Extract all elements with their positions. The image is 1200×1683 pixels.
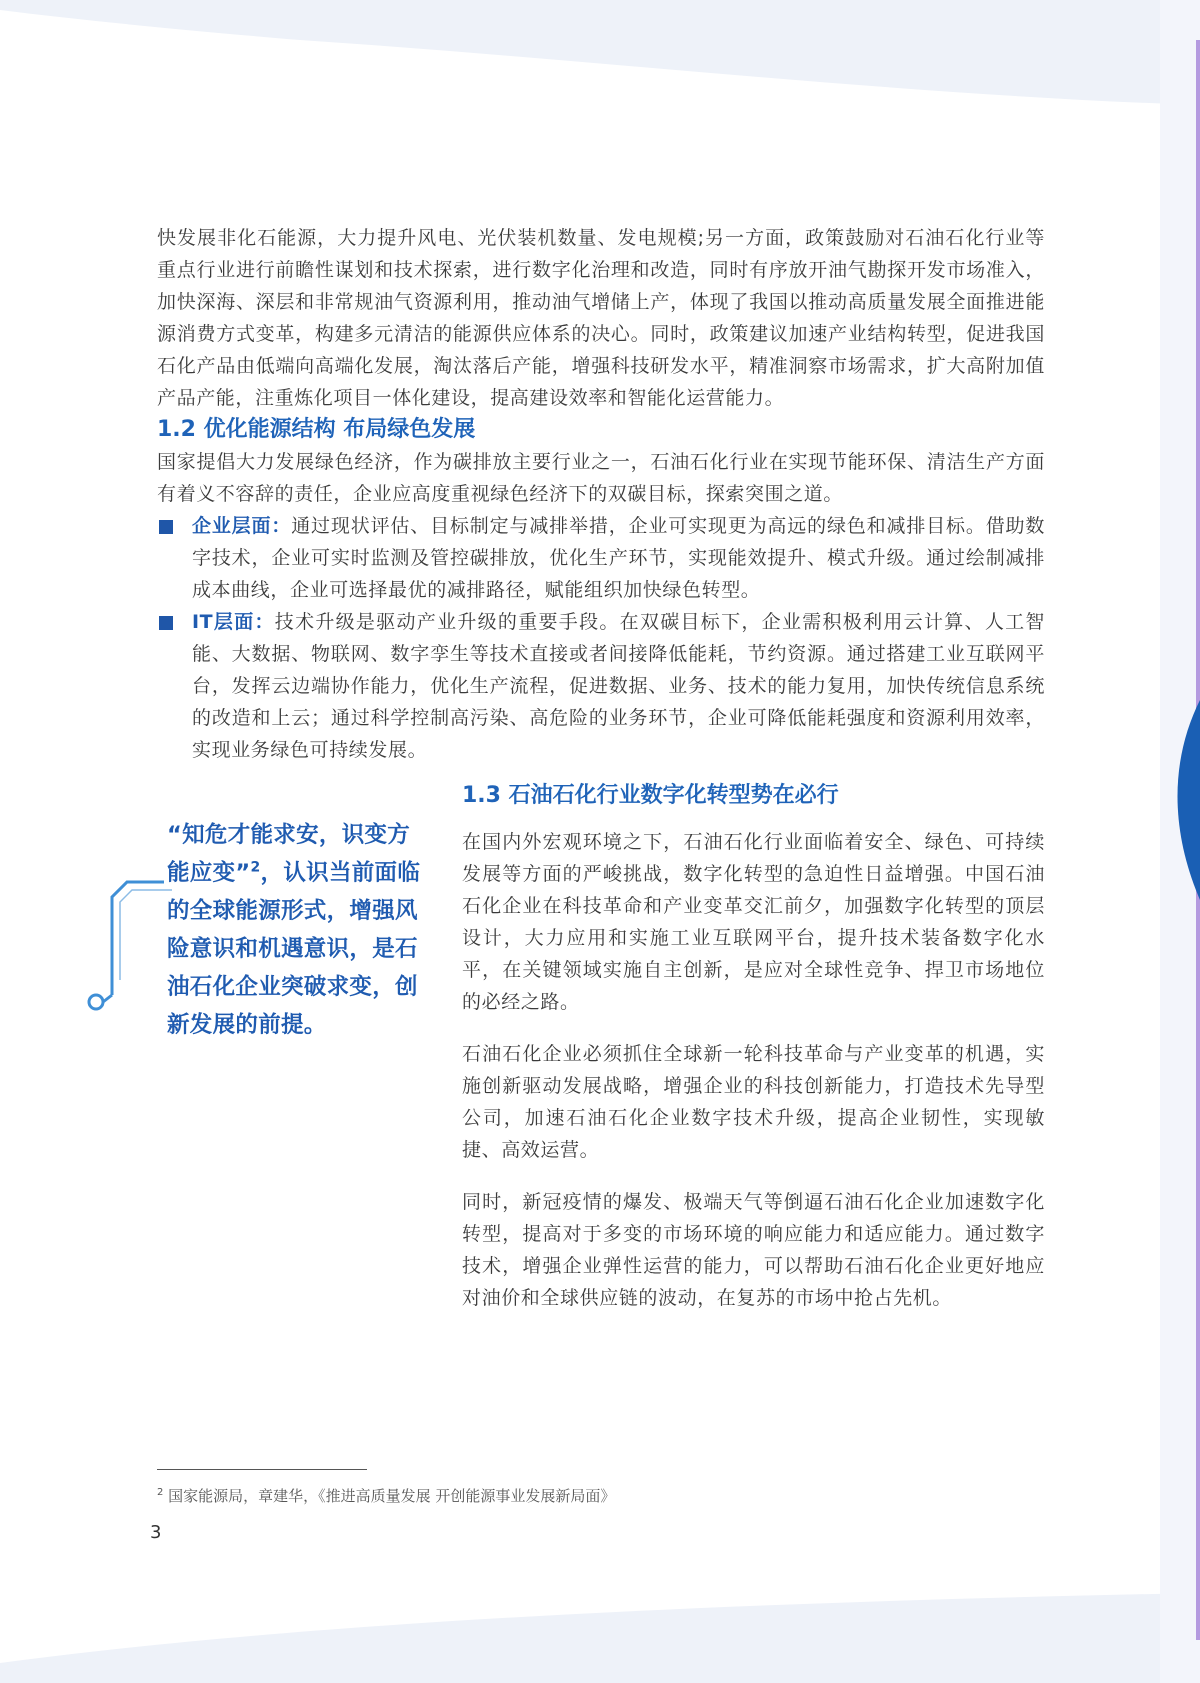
top-wave-decoration: [0, 0, 1200, 120]
right-edge-decoration: [1160, 0, 1200, 1683]
footnote: [157, 1482, 615, 1507]
footnote-number: 2: [157, 1487, 164, 1498]
bottom-wave-decoration: [0, 1533, 1200, 1683]
footnote-divider: [157, 1469, 367, 1470]
section-heading-1-2: 1.2 优化能源结构 布局绿色发展: [157, 417, 476, 442]
top-paragraph: 快发展非化石能源，大力提升风电、光伏装机数量、发电规模;另一方面，政策鼓励对石油石化行业等重点行业进行前瞻性谋划和技术探索，进行数字化治理和改造，同时有序放开油气勘探开发市场准入，加快深海、深层和非常规油气资源利用，推动油气增储上产，体现了我国以推动高质量发展全面推进能源消费方式变革，构建多元清洁的能源供应体系的决心。同时，政策建议加速产业结构转型，促进我国石化产品由低端向高端化发展，淘汰落后产能，增强科技研发水平，精准洞察市场需求，扩大高附加值产品产能，注重炼化项目一体化建设，提高建设效率和智能化运营能力。: [157, 227, 1045, 409]
section-1-3-column: [462, 780, 1045, 1314]
section-1-2-intro: 国家提倡大力发展绿色经济，作为碳排放主要行业之一，石油石化行业在实现节能环保、清洁生产方面有着义不容辞的责任，企业应高度重视绿色经济下的双碳目标，探索突围之道。: [157, 451, 1045, 505]
quote-footnote-ref[interactable]: 2: [250, 859, 261, 876]
pull-quote: [167, 816, 422, 1044]
bullet-square-icon: [159, 616, 173, 630]
section-1-3-paragraph: 在国内外宏观环境之下，石油石化行业面临着安全、绿色、可持续发展等方面的严峻挑战，数字化转型的急迫性日益增强。中国石油石化企业在科技革命和产业变革交汇前夕，加强数字化转型的顶层设计，大力应用和实施工业互联网平台，提升技术装备数字化水平，在关键领域实施自主创新，是应对全球性竞争、捍卫市场地位的必经之路。: [462, 831, 1045, 1013]
bullet-it-level: [157, 606, 1045, 766]
footnote-text: 国家能源局，章建华，《推进高质量发展 开创能源事业发展新局面》: [168, 1487, 616, 1505]
two-column-area: [157, 780, 1045, 1340]
bullet-enterprise-level: [157, 510, 1045, 606]
bullet-label: IT层面：: [192, 611, 275, 633]
bullet-square-icon: [159, 520, 173, 534]
page-number: 3: [150, 1522, 162, 1543]
bullet-label: 企业层面：: [192, 515, 292, 537]
bullet-text: 通过现状评估、目标制定与减排举措，企业可实现更为高远的绿色和减排目标。借助数字技术，企业可实时监测及管控碳排放，优化生产环节，实现能效提升、模式升级。通过绘制减排成本曲线，企业可选择最优的减排路径，赋能组织加快绿色转型。: [192, 515, 1045, 601]
section-heading-1-3: 1.3 石油石化行业数字化转型势在必行: [462, 783, 839, 808]
quote-text-end: ，认识当前面临的全球能源形式，增强风险意识和机遇意识，是石油石化企业突破求变，创新发展的前提。: [167, 860, 421, 1038]
quote-text-start: “知危才能求安，识变方能应变”: [167, 822, 411, 886]
bullet-text: 技术升级是驱动产业升级的重要手段。在双碳目标下，企业需积极利用云计算、人工智能、大数据、物联网、数字孪生等技术直接或者间接降低能耗，节约资源。通过搭建工业互联网平台，发挥云边端协作能力，优化生产流程，促进数据、业务、技术的能力复用，加快传统信息系统的改造和上云；通过科学控制高污染、高危险的业务环节，企业可降低能耗强度和资源利用效率，实现业务绿色可持续发展。: [192, 611, 1045, 761]
section-1-3-paragraph: 同时，新冠疫情的爆发、极端天气等倒逼石油石化企业加速数字化转型，提高对于多变的市场环境的响应能力和适应能力。通过数字技术，增强企业弹性运营的能力，可以帮助石油石化企业更好地应对油价和全球供应链的波动，在复苏的市场中抢占先机。: [462, 1191, 1045, 1309]
section-1-3-paragraph: 石油石化企业必须抓住全球新一轮科技革命与产业变革的机遇，实施创新驱动发展战略，增强企业的科技创新能力，打造技术先导型公司，加速石油石化企业数字技术升级，提高企业韧性，实现敏捷、高效运营。: [462, 1043, 1045, 1161]
